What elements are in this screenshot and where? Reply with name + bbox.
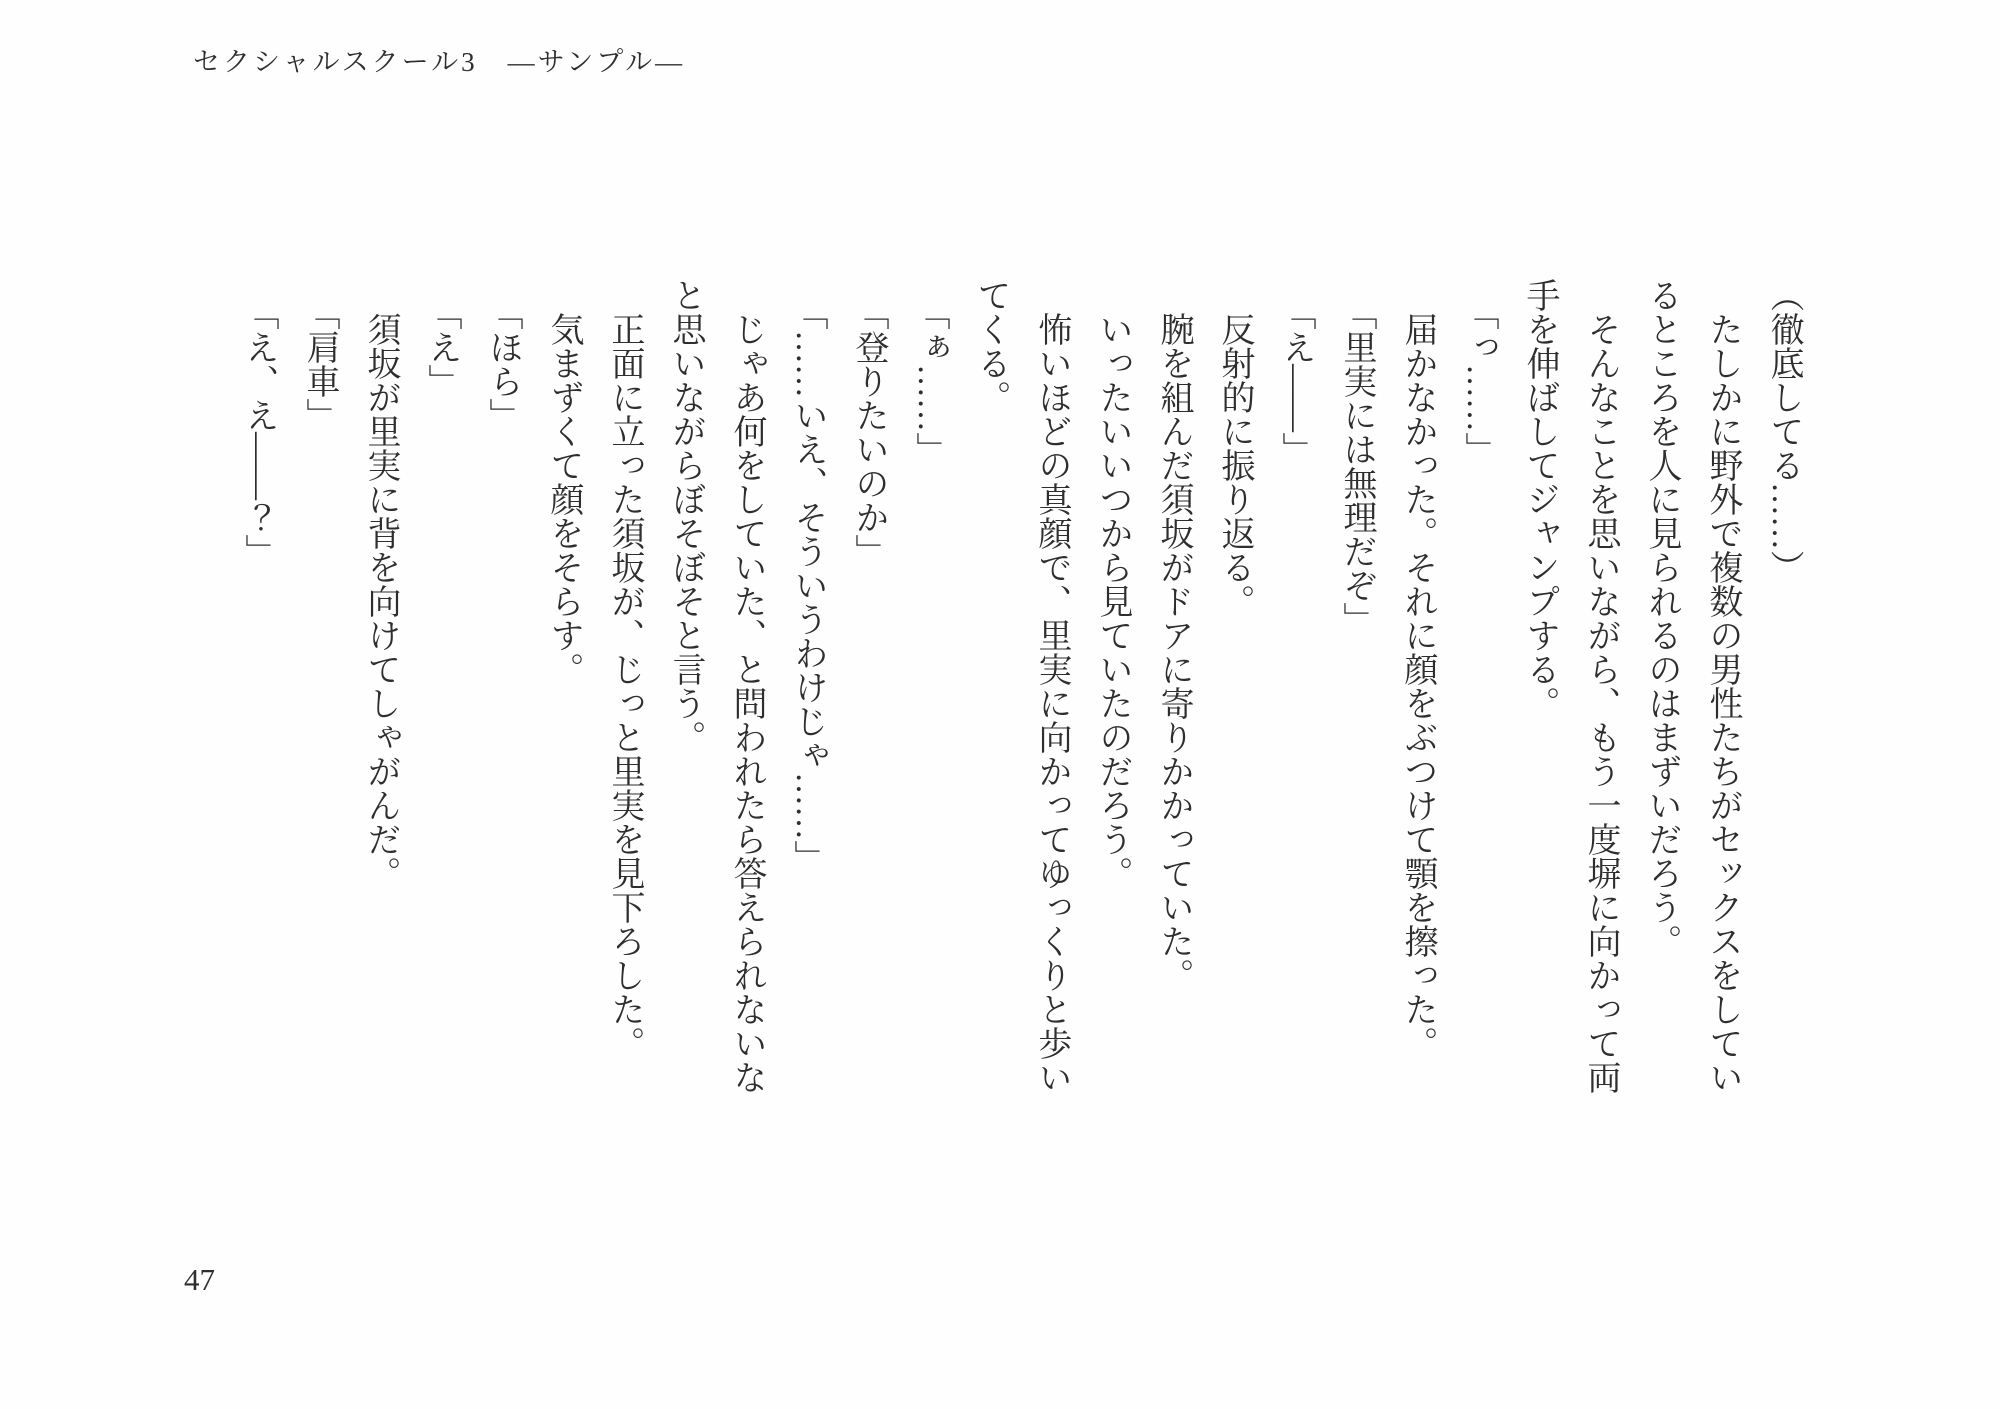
text-line-dialogue: 「……いえ、そういうわけじゃ……」 — [789, 296, 826, 874]
text-line-narration: と思いながらぼそぼそと言う。 — [667, 278, 704, 754]
text-line-dialogue: 「っ……」 — [1460, 296, 1497, 466]
text-line-dialogue: 「ぁ……」 — [911, 296, 948, 466]
main-text-block — [228, 278, 1814, 1100]
text-line-narration: 反射的に振り返る。 — [1216, 312, 1253, 618]
text-line-narration: 須坂が里実に背を向けてしゃがんだ。 — [362, 312, 399, 890]
text-line-dialogue: 「登りたいのか」 — [850, 296, 887, 568]
running-header: セクシャルスクール3 ―サンプル― — [193, 47, 686, 77]
text-line-dialogue: 「え」 — [423, 296, 460, 398]
text-line-narration: たしかに野外で複数の男性たちがセックスをしてい — [1704, 312, 1741, 1094]
text-line-dialogue: 「ほら」 — [484, 296, 521, 432]
text-line-narration: 届かなかった。それに顔をぶつけて顎を擦った。 — [1399, 312, 1436, 1060]
text-line-narration: じゃあ何をしていた、と問われたら答えられないな — [728, 312, 765, 1094]
text-line-dialogue: 「え――」 — [1277, 296, 1314, 466]
text-line-narration: いったいいつから見ていたのだろう。 — [1094, 312, 1131, 890]
text-line-dialogue: 「肩車」 — [301, 296, 338, 432]
text-line-narration: てくる。 — [972, 278, 1009, 414]
text-line-narration: るところを人に見られるのはまずいだろう。 — [1643, 278, 1680, 958]
text-line-narration: 手を伸ばしてジャンプする。 — [1521, 278, 1558, 720]
text-line-narration: そんなことを思いながら、もう一度塀に向かって両 — [1582, 312, 1619, 1094]
text-line-narration: 腕を組んだ須坂がドアに寄りかかっていた。 — [1155, 312, 1192, 992]
text-line-thought: （徹底してる……） — [1765, 278, 1802, 584]
text-line-narration: 怖いほどの真顔で、里実に向かってゆっくりと歩い — [1033, 312, 1070, 1094]
text-line-dialogue: 「え、え――？」 — [240, 296, 277, 568]
text-line-narration: 正面に立った須坂が、じっと里実を見下ろした。 — [606, 312, 643, 1060]
text-line-dialogue: 「里実には無理だぞ」 — [1338, 296, 1375, 636]
page-number: 47 — [184, 1262, 215, 1297]
text-line-narration: 気まずくて顔をそらす。 — [545, 312, 582, 686]
